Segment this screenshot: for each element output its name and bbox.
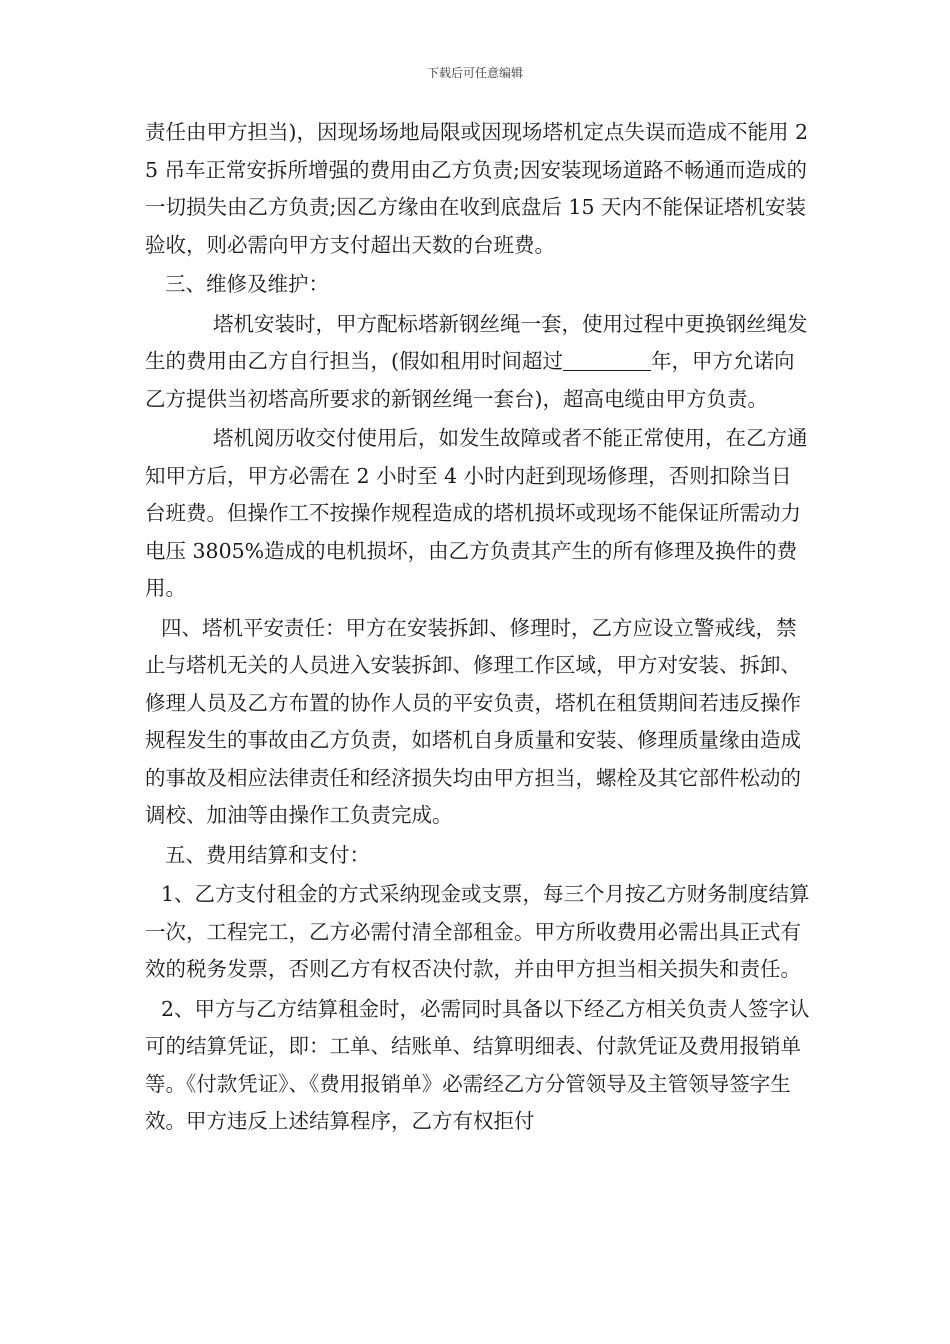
paragraph-settlement-vouchers: 2、甲方与乙方结算租金时，必需同时具备以下经乙方相关负责人签字认可的结算凭证，即：工单、结账单、结算明细表、付款凭证及费用报销单等。《付款凭证》、《费用报销单》必需经乙方分管领导及主管领导签字生效。甲方违反上述结算程序，乙方有权拒付: [145, 996, 810, 1133]
page-header-note: 下载后可任意编辑: [426, 66, 523, 80]
paragraph-payment-method: 1、乙方支付租金的方式采纳现金或支票，每三个月按乙方财务制度结算一次，工程完工，乙方必需付清全部租金。甲方所收费用必需出具正式有效的税务发票，否则乙方有权否决付款，并由甲方担当相关损失和责任。: [145, 882, 810, 981]
section-5-title: 五、费用结算和支付：: [165, 842, 370, 867]
wire-rope-text-part2: 年，甲方允诺向乙方提供当初塔高所要求的新钢丝绳一套台)，超高电缆由甲方负责。: [145, 349, 795, 411]
paragraph-wire-rope: [145, 306, 810, 419]
section-3-title: 三、维修及维护：: [165, 272, 329, 296]
fill-in-blank-years: [563, 350, 651, 372]
document-body: [145, 114, 810, 1143]
paragraph-repair-response: 塔机阅历收交付使用后，如发生故障或者不能正常使用，在乙方通知甲方后，甲方必需在 2 小时至 4 小时内赶到现场修理，否则扣除当日台班费。但操作工不按操作规程造成的塔机损坏或现场不能保证所需动力电压 3805%造成的电机损坏，由乙方负责其产生的所有修理及换件的费用。: [145, 426, 808, 600]
paragraph-liability-continuation: 责任由甲方担当)，因现场场地局限或因现场塔机定点失误而造成不能用 25 吊车正常安拆所增强的费用由乙方负责;因安装现场道路不畅通而造成的一切损失由乙方负责;因乙方缘由在收到底盘后 15 天内不能保证塔机安装验收，则必需向甲方支付超出天数的台班费。: [145, 120, 809, 257]
section-4-safety: 四、塔机平安责任：甲方在安装拆卸、修理时，乙方应设立警戒线，禁止与塔机无关的人员进入安装拆卸、修理工作区域，甲方对安装、拆卸、修理人员及乙方布置的协作人员的平安负责，塔机在租赁期间若违反操作规程发生的事故由乙方负责，如塔机自身质量和安装、修理质量缘由造成的事故及相应法律责任和经济损失均由甲方担当，螺栓及其它部件松动的调校、加油等由操作工负责完成。: [145, 615, 801, 827]
wire-rope-text-part1: 塔机安装时，甲方配标塔新钢丝绳一套，使用过程中更换钢丝绳发生的费用由乙方自行担当，(假如租用时间超过: [145, 311, 808, 373]
